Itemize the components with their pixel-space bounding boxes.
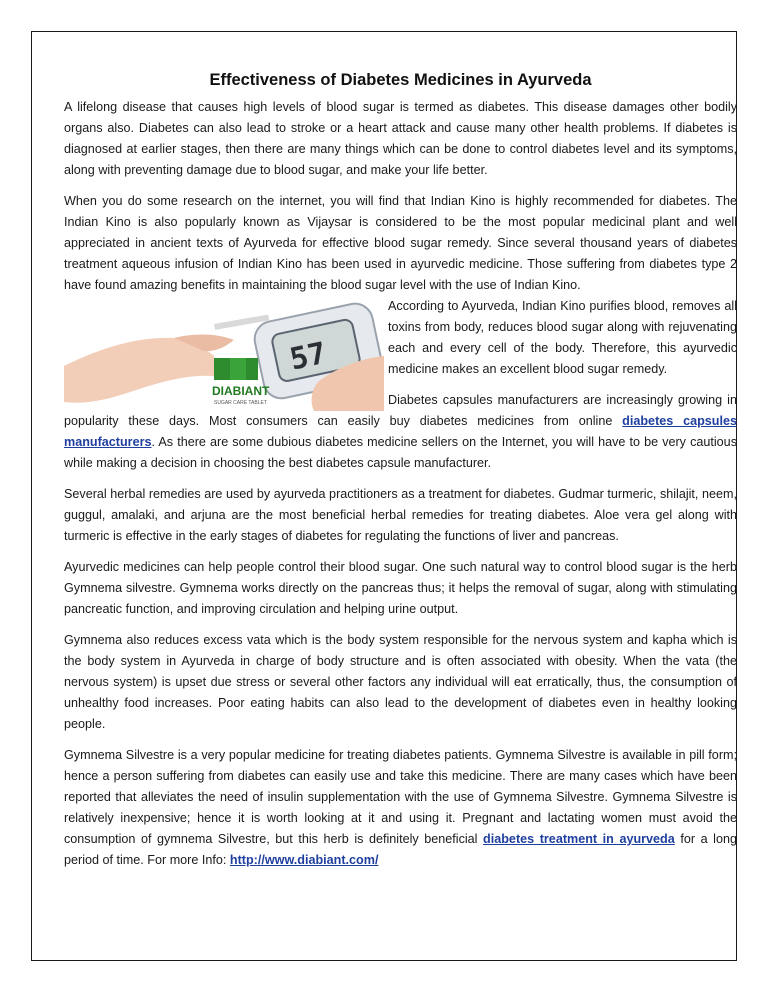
paragraph-ayurveda-kino: According to Ayurveda, Indian Kino purifies blood, removes all toxins from body, reduces blood sugar along with rejuvenating each and every cell of the body. Therefore, this ayurvedic medicine makes an excellent blood sugar remedy. (388, 299, 737, 376)
link-diabetes-capsules-manufacturers[interactable]: diabetes capsules manufacturers (64, 414, 737, 449)
document-page (31, 31, 737, 961)
paragraph-intro: A lifelong disease that causes high levels of blood sugar is termed as diabetes. This disease damages other bodily organs also. Diabetes can also lead to stroke or a heart attack and cause many other health problems. If diabetes is diagnosed at earlier stages, then there are many things which can be done to control diabetes level and its symptoms, along with preventing damage due to blood sugar, and make your life better. (64, 100, 737, 177)
paragraph-more-info-text: for a long period of time. For more Info: (64, 832, 737, 867)
image-wrap-section (64, 296, 737, 474)
brand-tagline: SUGAR CARE TABLET (214, 400, 267, 406)
glucose-meter-illustration (64, 296, 384, 411)
brand-name: DIABIANT (212, 384, 270, 398)
paragraph-gymnema-silvestre-text: Gymnema Silvestre is a very popular medicine for treating diabetes patients. Gymnema Silvestre is available in pill form; hence a person suffering from diabetes can easily use and take this medicine. There are many cases which have been reported that alleviates the need of insulin supplementation with the use of Gymnema Silvestre. Gymnema Silvestre is relatively inexpensive; hence it is worth looking at it and using it. Pregnant and lactating women must avoid the consumption of gymnema Silvestre, but this herb is definitely beneficial (64, 748, 737, 846)
paragraph-herbal-remedies: Several herbal remedies are used by ayurveda practitioners as a treatment for diabetes. Gudmar turmeric, shilajit, neem, guggul, amalaki, and arjuna are the most beneficial herbal remedies for treating diabetes. Aloe vera gel along with turmeric is effective in the early stages of diabetes for regulating the functions of liver and pancreas. (64, 487, 737, 543)
document-title: Effectiveness of Diabetes Medicines in Ayurveda (209, 71, 592, 89)
paragraph-indian-kino-text: When you do some research on the internet, you will find that Indian Kino is highly recommended for diabetes. The Indian Kino is also popularly known as Vijaysar is considered to be the most popular medicinal plant and well appreciated in ancient texts of Ayurveda for effective blood sugar remedy. Since several thousand years of diabetes treatment aqueous infusion of Indian Kino has been used in ayurvedic medicine. Those suffering from diabetes type 2 have found amazing benefits in maintaining the blood sugar level with the use of Indian Kino. (64, 194, 737, 292)
paragraph-capsules-text-end: . As there are some dubious diabetes medicine sellers on the Internet, you will have to be very cautious while making a decision in choosing the best diabetes capsule manufacturer. (64, 435, 737, 470)
link-diabiant-website[interactable]: http://www.diabiant.com/ (229, 853, 379, 867)
paragraph-gymnema-silvestre (64, 745, 737, 871)
link-diabetes-treatment-in-ayurveda[interactable]: diabetes treatment in ayurveda (483, 832, 675, 846)
paragraph-gymnema-vata: Gymnema also reduces excess vata which is the body system responsible for the nervous system and kapha which is the body system in Ayurveda in charge of body structure and is often associated with obesity. When the vata (the nervous system) is upset due stress or several other factors any individual will eat erratically, thus, the consumption of unhealthy food increases. Poor eating habits can also lead to the development of diabetes even in healthy looking people. (64, 633, 737, 731)
document-content (64, 69, 737, 881)
paragraph-indian-kino (64, 191, 737, 296)
paragraph-capsules-text: Diabetes capsules manufacturers are increasingly growing in popularity these days. Most consumers can easily buy diabetes medicines from online (64, 393, 737, 428)
paragraph-gymnema-intro: Ayurvedic medicines can help people control their blood sugar. One such natural way to control blood sugar is the herb Gymnema silvestre. Gymnema works directly on the pancreas thus; it helps the removal of sugar, along with stimulating pancreatic function, and improving circulation and helping urine output. (64, 560, 737, 616)
glucose-meter-image (64, 296, 384, 411)
meter-reading: 57 (286, 335, 330, 378)
